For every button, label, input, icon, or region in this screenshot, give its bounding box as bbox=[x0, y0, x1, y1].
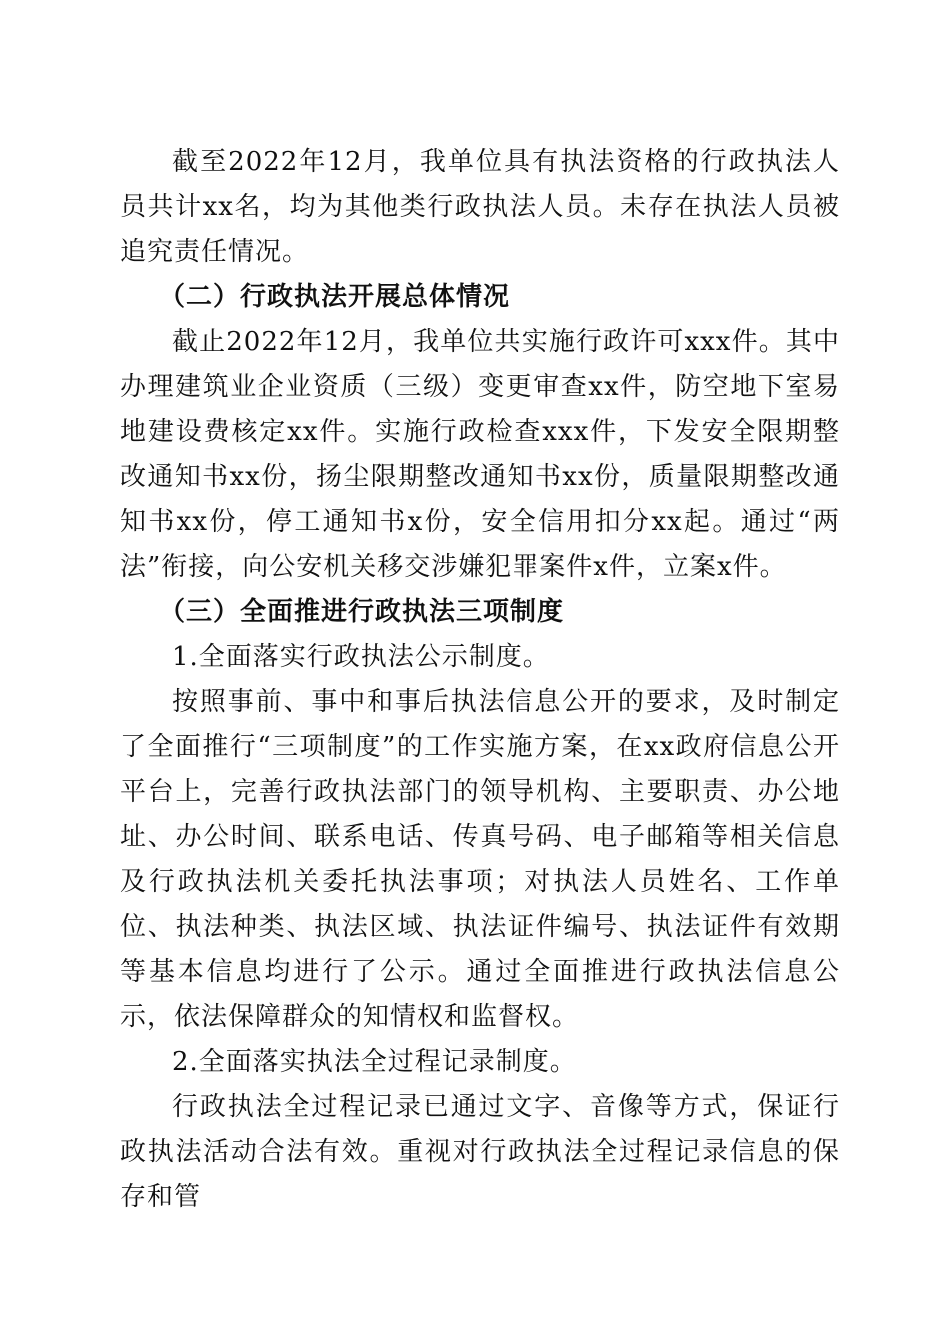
section-heading-overall-enforcement: （二）行政执法开展总体情况 bbox=[159, 282, 511, 312]
paragraph-staff-summary: 截至2022年12月，我单位具有执法资格的行政执法人员共计xx名，均为其他类行政执法人员。未存在执法人员被追究责任情况。 bbox=[120, 147, 840, 267]
subheading-full-process-record: 2.全面落实执法全过程记录制度。 bbox=[172, 1047, 577, 1077]
subheading-publicity-system: 1.全面落实行政执法公示制度。 bbox=[172, 642, 550, 672]
section-heading-three-systems: （三）全面推进行政执法三项制度 bbox=[159, 597, 565, 627]
paragraph-publicity-details: 按照事前、事中和事后执法信息公开的要求，及时制定了全面推行“三项制度”的工作实施方案，在xx政府信息公开平台上，完善行政执法部门的领导机构、主要职责、办公地址、办公时间、联系电话、传真号码、电子邮箱等相关信息及行政执法机关委托执法事项；对执法人员姓名、工作单位、执法种类、执法区域、执法证件编号、执法证件有效期等基本信息均进行了公示。通过全面推进行政执法信息公示，依法保障群众的知情权和监督权。 bbox=[120, 687, 840, 1032]
document-body bbox=[120, 140, 840, 1220]
paragraph-full-process-record: 行政执法全过程记录已通过文字、音像等方式，保证行政执法活动合法有效。重视对行政执法全过程记录信息的保存和管 bbox=[120, 1092, 840, 1212]
paragraph-enforcement-statistics: 截止2022年12月，我单位共实施行政许可xxx件。其中办理建筑业企业资质（三级）变更审查xx件，防空地下室易地建设费核定xx件。实施行政检查xxx件，下发安全限期整改通知书xx份，扬尘限期整改通知书xx份，质量限期整改通知书xx份，停工通知书x份，安全信用扣分xx起。通过“两法”衔接，向公安机关移交涉嫌犯罪案件x件，立案x件。 bbox=[120, 327, 840, 582]
